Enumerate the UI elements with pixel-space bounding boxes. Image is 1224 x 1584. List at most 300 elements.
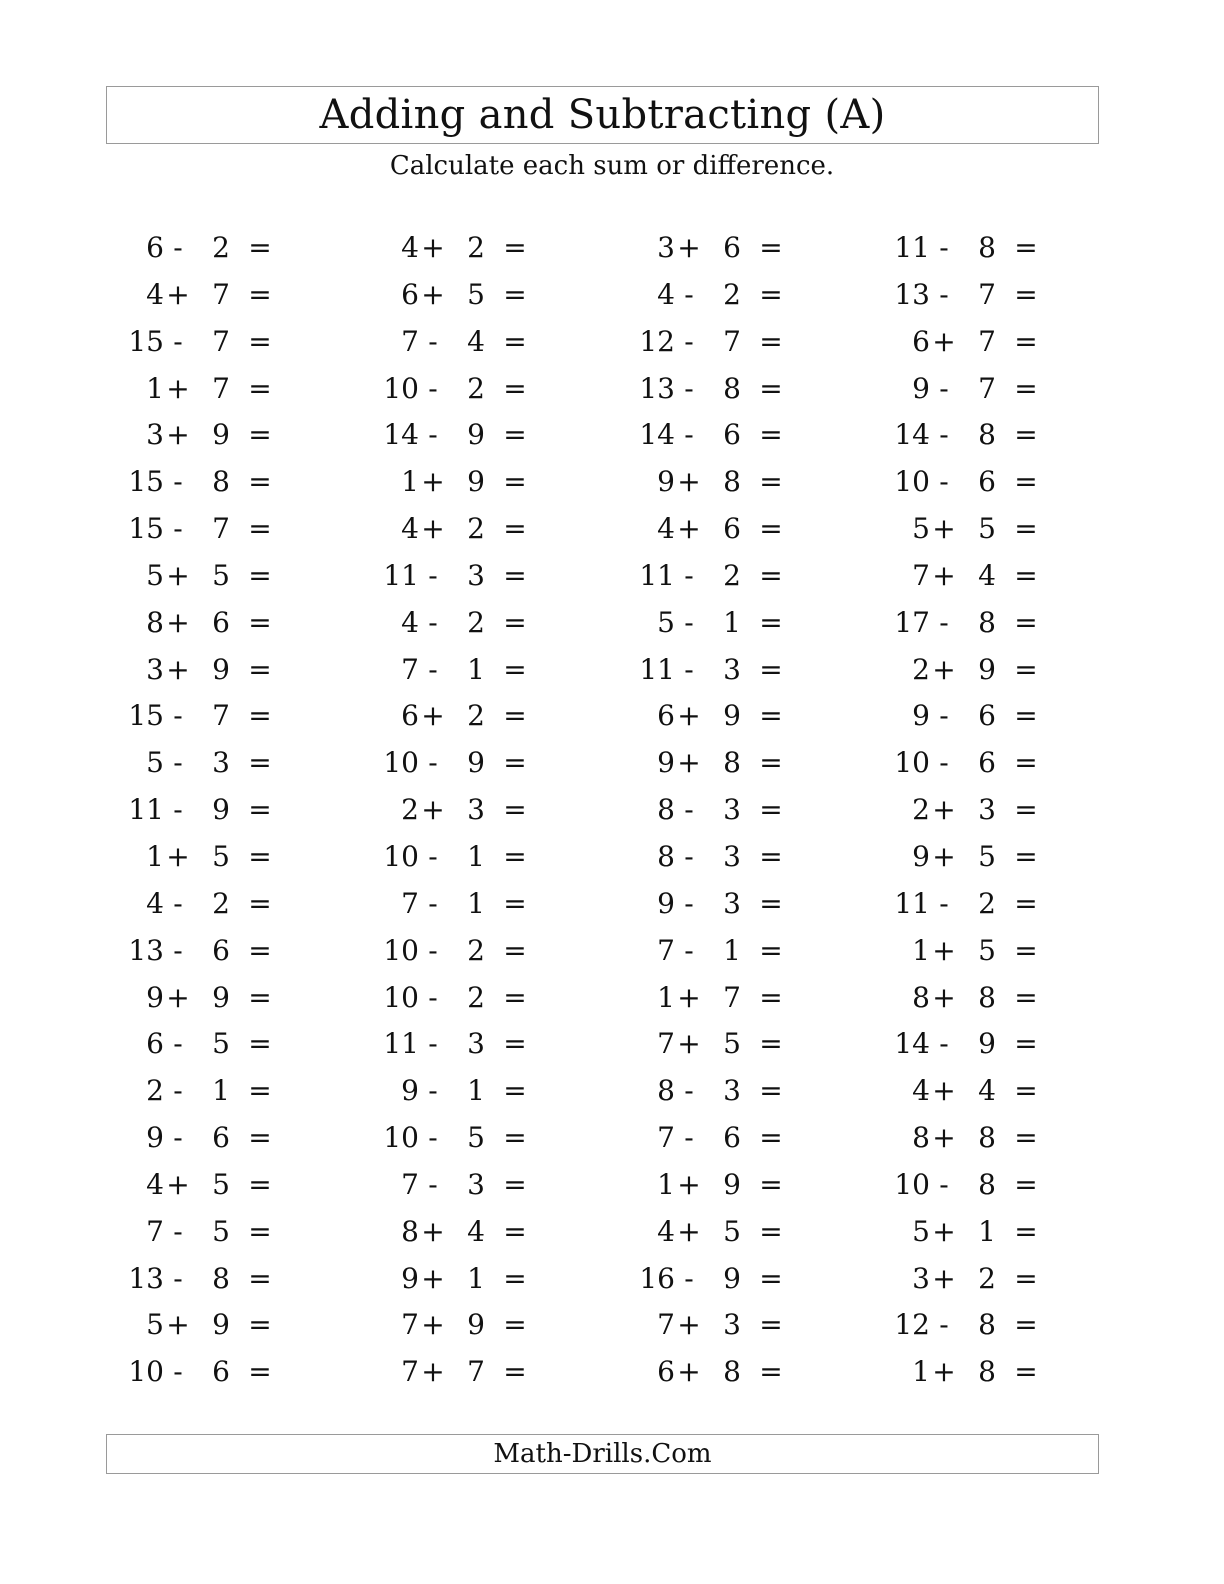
second-operand: 8 bbox=[978, 1355, 996, 1389]
problem-row bbox=[361, 881, 541, 928]
problem-row bbox=[617, 693, 797, 740]
operator: - bbox=[173, 1214, 183, 1248]
equals-sign: = bbox=[503, 699, 527, 733]
operator: + bbox=[677, 1214, 701, 1248]
first-operand: 9 bbox=[657, 746, 675, 780]
equals-sign: = bbox=[1014, 1261, 1038, 1295]
operator: + bbox=[932, 933, 956, 967]
second-operand: 8 bbox=[978, 418, 996, 452]
second-operand: 7 bbox=[467, 1355, 485, 1389]
operator: + bbox=[932, 1121, 956, 1155]
operator: - bbox=[428, 1121, 438, 1155]
equals-sign: = bbox=[759, 933, 783, 967]
first-operand: 11 bbox=[639, 652, 675, 686]
first-operand: 3 bbox=[146, 652, 164, 686]
second-operand: 2 bbox=[467, 699, 485, 733]
problem-row bbox=[361, 319, 541, 366]
second-operand: 2 bbox=[723, 558, 741, 592]
operator: + bbox=[421, 231, 445, 264]
operator: + bbox=[677, 1355, 701, 1389]
first-operand: 15 bbox=[128, 512, 164, 546]
operator: - bbox=[173, 1355, 183, 1389]
first-operand: 3 bbox=[657, 231, 675, 264]
operator: + bbox=[677, 746, 701, 780]
operator: + bbox=[677, 1308, 701, 1342]
problem-row bbox=[106, 506, 286, 553]
first-operand: 9 bbox=[912, 839, 930, 873]
first-operand: 1 bbox=[912, 933, 930, 967]
equals-sign: = bbox=[1014, 418, 1038, 452]
equals-sign: = bbox=[1014, 277, 1038, 311]
problem-row bbox=[361, 1209, 541, 1256]
first-operand: 1 bbox=[912, 1355, 930, 1389]
instructions: Calculate each sum or difference. bbox=[389, 151, 835, 181]
equals-sign: = bbox=[503, 1167, 527, 1201]
first-operand: 15 bbox=[128, 465, 164, 499]
problem-row bbox=[617, 553, 797, 600]
equals-sign: = bbox=[759, 746, 783, 780]
equals-sign: = bbox=[759, 371, 783, 405]
equals-sign: = bbox=[503, 371, 527, 405]
equals-sign: = bbox=[759, 1167, 783, 1201]
second-operand: 1 bbox=[212, 1074, 230, 1108]
second-operand: 6 bbox=[723, 1121, 741, 1155]
second-operand: 9 bbox=[212, 980, 230, 1014]
equals-sign: = bbox=[248, 512, 272, 546]
first-operand: 1 bbox=[657, 1167, 675, 1201]
first-operand: 10 bbox=[383, 980, 419, 1014]
problem-row bbox=[872, 647, 1052, 694]
operator: - bbox=[428, 886, 438, 920]
first-operand: 14 bbox=[383, 418, 419, 452]
equals-sign: = bbox=[248, 418, 272, 452]
second-operand: 3 bbox=[467, 1167, 485, 1201]
operator: - bbox=[428, 980, 438, 1014]
first-operand: 8 bbox=[657, 793, 675, 827]
operator: - bbox=[428, 324, 438, 358]
first-operand: 1 bbox=[146, 371, 164, 405]
operator: - bbox=[173, 793, 183, 827]
first-operand: 8 bbox=[401, 1214, 419, 1248]
first-operand: 13 bbox=[128, 933, 164, 967]
equals-sign: = bbox=[759, 324, 783, 358]
second-operand: 2 bbox=[978, 886, 996, 920]
first-operand: 2 bbox=[912, 652, 930, 686]
equals-sign: = bbox=[248, 277, 272, 311]
equals-sign: = bbox=[503, 1308, 527, 1342]
second-operand: 1 bbox=[978, 1214, 996, 1248]
equals-sign: = bbox=[759, 1214, 783, 1248]
problem-row bbox=[361, 1302, 541, 1349]
second-operand: 3 bbox=[978, 793, 996, 827]
first-operand: 15 bbox=[128, 324, 164, 358]
equals-sign: = bbox=[1014, 1355, 1038, 1389]
second-operand: 8 bbox=[978, 1308, 996, 1342]
problem-row bbox=[872, 1349, 1052, 1396]
operator: - bbox=[684, 933, 694, 967]
equals-sign: = bbox=[1014, 605, 1038, 639]
problem-row bbox=[872, 975, 1052, 1022]
problem-row bbox=[872, 600, 1052, 647]
operator: + bbox=[677, 231, 701, 264]
first-operand: 4 bbox=[146, 1167, 164, 1201]
equals-sign: = bbox=[1014, 839, 1038, 873]
operator: - bbox=[684, 418, 694, 452]
first-operand: 7 bbox=[912, 558, 930, 592]
equals-sign: = bbox=[1014, 512, 1038, 546]
equals-sign: = bbox=[759, 1308, 783, 1342]
problem-row bbox=[617, 319, 797, 366]
problem-row bbox=[617, 647, 797, 694]
problem-row bbox=[361, 1068, 541, 1115]
problem-row bbox=[872, 1162, 1052, 1209]
operator: + bbox=[421, 699, 445, 733]
equals-sign: = bbox=[1014, 324, 1038, 358]
first-operand: 5 bbox=[912, 512, 930, 546]
second-operand: 5 bbox=[978, 933, 996, 967]
operator: + bbox=[677, 1167, 701, 1201]
first-operand: 7 bbox=[401, 1355, 419, 1389]
problem-row bbox=[106, 975, 286, 1022]
operator: - bbox=[684, 277, 694, 311]
operator: + bbox=[166, 418, 190, 452]
equals-sign: = bbox=[759, 605, 783, 639]
problem-row bbox=[872, 412, 1052, 459]
second-operand: 6 bbox=[212, 1121, 230, 1155]
equals-sign: = bbox=[759, 980, 783, 1014]
equals-sign: = bbox=[248, 558, 272, 592]
first-operand: 8 bbox=[146, 605, 164, 639]
problem-row bbox=[106, 928, 286, 975]
operator: - bbox=[428, 839, 438, 873]
problem-row bbox=[106, 693, 286, 740]
first-operand: 10 bbox=[894, 1167, 930, 1201]
second-operand: 2 bbox=[467, 371, 485, 405]
problem-row bbox=[361, 600, 541, 647]
first-operand: 4 bbox=[146, 886, 164, 920]
second-operand: 2 bbox=[723, 277, 741, 311]
second-operand: 9 bbox=[723, 1167, 741, 1201]
problem-row bbox=[617, 1302, 797, 1349]
operator: - bbox=[428, 652, 438, 686]
problem-row bbox=[106, 787, 286, 834]
first-operand: 4 bbox=[912, 1074, 930, 1108]
equals-sign: = bbox=[503, 793, 527, 827]
first-operand: 11 bbox=[383, 558, 419, 592]
equals-sign: = bbox=[1014, 1167, 1038, 1201]
problem-row bbox=[872, 459, 1052, 506]
equals-sign: = bbox=[1014, 1074, 1038, 1108]
problem-row bbox=[617, 881, 797, 928]
equals-sign: = bbox=[503, 1355, 527, 1389]
equals-sign: = bbox=[248, 1121, 272, 1155]
equals-sign: = bbox=[248, 652, 272, 686]
problem-row bbox=[872, 693, 1052, 740]
operator: - bbox=[173, 512, 183, 546]
operator: - bbox=[173, 1027, 183, 1061]
operator: + bbox=[421, 1308, 445, 1342]
equals-sign: = bbox=[1014, 1027, 1038, 1061]
first-operand: 10 bbox=[383, 1121, 419, 1155]
problem-row bbox=[872, 1115, 1052, 1162]
first-operand: 4 bbox=[657, 277, 675, 311]
problem-row bbox=[872, 553, 1052, 600]
problem-row bbox=[872, 1256, 1052, 1303]
problem-grid bbox=[106, 225, 1099, 1397]
first-operand: 7 bbox=[401, 1308, 419, 1342]
problem-row bbox=[872, 787, 1052, 834]
problem-row bbox=[106, 600, 286, 647]
first-operand: 11 bbox=[128, 793, 164, 827]
second-operand: 6 bbox=[212, 933, 230, 967]
first-operand: 5 bbox=[146, 746, 164, 780]
first-operand: 7 bbox=[657, 933, 675, 967]
equals-sign: = bbox=[503, 1074, 527, 1108]
problem-row bbox=[617, 506, 797, 553]
equals-sign: = bbox=[248, 1027, 272, 1061]
first-operand: 16 bbox=[639, 1261, 675, 1295]
operator: - bbox=[939, 1167, 949, 1201]
first-operand: 9 bbox=[657, 886, 675, 920]
operator: - bbox=[684, 1261, 694, 1295]
equals-sign: = bbox=[759, 1261, 783, 1295]
operator: - bbox=[173, 699, 183, 733]
first-operand: 2 bbox=[401, 793, 419, 827]
second-operand: 6 bbox=[723, 418, 741, 452]
operator: - bbox=[684, 793, 694, 827]
problem-row bbox=[361, 412, 541, 459]
problem-row bbox=[106, 225, 286, 272]
problem-row bbox=[106, 272, 286, 319]
problem-row bbox=[617, 366, 797, 413]
first-operand: 6 bbox=[146, 231, 164, 264]
first-operand: 4 bbox=[657, 512, 675, 546]
equals-sign: = bbox=[503, 605, 527, 639]
second-operand: 9 bbox=[723, 1261, 741, 1295]
equals-sign: = bbox=[759, 793, 783, 827]
operator: + bbox=[166, 980, 190, 1014]
equals-sign: = bbox=[248, 1261, 272, 1295]
problem-row bbox=[617, 1162, 797, 1209]
equals-sign: = bbox=[759, 1121, 783, 1155]
equals-sign: = bbox=[503, 418, 527, 452]
first-operand: 3 bbox=[912, 1261, 930, 1295]
second-operand: 9 bbox=[467, 465, 485, 499]
second-operand: 5 bbox=[212, 1214, 230, 1248]
second-operand: 1 bbox=[723, 605, 741, 639]
operator: + bbox=[932, 980, 956, 1014]
equals-sign: = bbox=[248, 1167, 272, 1201]
first-operand: 1 bbox=[657, 980, 675, 1014]
operator: - bbox=[684, 605, 694, 639]
operator: - bbox=[939, 277, 949, 311]
problem-column-2 bbox=[361, 225, 541, 1396]
second-operand: 6 bbox=[212, 605, 230, 639]
second-operand: 1 bbox=[467, 1261, 485, 1295]
operator: + bbox=[677, 512, 701, 546]
second-operand: 1 bbox=[467, 839, 485, 873]
problem-row bbox=[872, 225, 1052, 272]
operator: - bbox=[173, 1121, 183, 1155]
operator: + bbox=[421, 465, 445, 499]
problem-row bbox=[361, 366, 541, 413]
operator: + bbox=[166, 1308, 190, 1342]
equals-sign: = bbox=[1014, 371, 1038, 405]
equals-sign: = bbox=[503, 886, 527, 920]
problem-row bbox=[617, 600, 797, 647]
operator: - bbox=[173, 465, 183, 499]
first-operand: 6 bbox=[401, 277, 419, 311]
first-operand: 13 bbox=[894, 277, 930, 311]
first-operand: 14 bbox=[639, 418, 675, 452]
problem-row bbox=[872, 272, 1052, 319]
second-operand: 5 bbox=[978, 839, 996, 873]
equals-sign: = bbox=[503, 512, 527, 546]
equals-sign: = bbox=[759, 652, 783, 686]
problem-row bbox=[617, 1209, 797, 1256]
operator: + bbox=[932, 1355, 956, 1389]
problem-row bbox=[617, 787, 797, 834]
second-operand: 8 bbox=[978, 1167, 996, 1201]
second-operand: 5 bbox=[978, 512, 996, 546]
problem-row bbox=[106, 1209, 286, 1256]
second-operand: 5 bbox=[212, 1027, 230, 1061]
problem-row bbox=[872, 1068, 1052, 1115]
equals-sign: = bbox=[248, 793, 272, 827]
second-operand: 7 bbox=[212, 512, 230, 546]
first-operand: 8 bbox=[657, 1074, 675, 1108]
first-operand: 4 bbox=[657, 1214, 675, 1248]
first-operand: 6 bbox=[401, 699, 419, 733]
second-operand: 7 bbox=[212, 324, 230, 358]
equals-sign: = bbox=[248, 231, 272, 264]
problem-row bbox=[106, 1162, 286, 1209]
operator: + bbox=[932, 512, 956, 546]
second-operand: 8 bbox=[723, 746, 741, 780]
first-operand: 4 bbox=[401, 605, 419, 639]
operator: - bbox=[939, 1308, 949, 1342]
equals-sign: = bbox=[1014, 933, 1038, 967]
problem-row bbox=[361, 740, 541, 787]
second-operand: 7 bbox=[978, 277, 996, 311]
operator: - bbox=[428, 1027, 438, 1061]
first-operand: 14 bbox=[894, 418, 930, 452]
operator: + bbox=[932, 793, 956, 827]
problem-row bbox=[361, 693, 541, 740]
operator: + bbox=[677, 465, 701, 499]
equals-sign: = bbox=[503, 465, 527, 499]
second-operand: 3 bbox=[723, 1308, 741, 1342]
equals-sign: = bbox=[1014, 793, 1038, 827]
second-operand: 3 bbox=[723, 1074, 741, 1108]
operator: - bbox=[428, 605, 438, 639]
equals-sign: = bbox=[503, 277, 527, 311]
second-operand: 4 bbox=[467, 1214, 485, 1248]
problem-column-4 bbox=[872, 225, 1052, 1396]
operator: + bbox=[421, 1214, 445, 1248]
second-operand: 9 bbox=[212, 652, 230, 686]
first-operand: 7 bbox=[657, 1121, 675, 1155]
operator: + bbox=[932, 558, 956, 592]
operator: + bbox=[677, 1027, 701, 1061]
equals-sign: = bbox=[248, 699, 272, 733]
operator: - bbox=[428, 558, 438, 592]
equals-sign: = bbox=[1014, 1214, 1038, 1248]
second-operand: 7 bbox=[978, 371, 996, 405]
operator: - bbox=[939, 699, 949, 733]
equals-sign: = bbox=[1014, 558, 1038, 592]
first-operand: 9 bbox=[146, 980, 164, 1014]
first-operand: 17 bbox=[894, 605, 930, 639]
second-operand: 3 bbox=[723, 793, 741, 827]
problem-row bbox=[872, 1021, 1052, 1068]
equals-sign: = bbox=[248, 886, 272, 920]
operator: + bbox=[932, 1074, 956, 1108]
first-operand: 10 bbox=[894, 465, 930, 499]
first-operand: 7 bbox=[401, 652, 419, 686]
operator: + bbox=[166, 1167, 190, 1201]
second-operand: 6 bbox=[723, 231, 741, 264]
second-operand: 5 bbox=[723, 1027, 741, 1061]
equals-sign: = bbox=[1014, 652, 1038, 686]
problem-row bbox=[872, 1302, 1052, 1349]
first-operand: 9 bbox=[146, 1121, 164, 1155]
first-operand: 7 bbox=[657, 1027, 675, 1061]
equals-sign: = bbox=[1014, 980, 1038, 1014]
second-operand: 8 bbox=[978, 980, 996, 1014]
operator: - bbox=[428, 418, 438, 452]
problem-row bbox=[361, 1021, 541, 1068]
first-operand: 10 bbox=[383, 371, 419, 405]
first-operand: 6 bbox=[657, 1355, 675, 1389]
operator: + bbox=[421, 1355, 445, 1389]
first-operand: 11 bbox=[894, 231, 930, 264]
problem-row bbox=[872, 366, 1052, 413]
operator: + bbox=[421, 1261, 445, 1295]
problem-row bbox=[872, 506, 1052, 553]
operator: - bbox=[684, 1074, 694, 1108]
operator: - bbox=[173, 1074, 183, 1108]
second-operand: 8 bbox=[212, 1261, 230, 1295]
equals-sign: = bbox=[503, 1261, 527, 1295]
operator: + bbox=[932, 1214, 956, 1248]
first-operand: 10 bbox=[383, 746, 419, 780]
operator: + bbox=[166, 371, 190, 405]
second-operand: 5 bbox=[467, 1121, 485, 1155]
problem-row bbox=[361, 506, 541, 553]
equals-sign: = bbox=[248, 839, 272, 873]
operator: - bbox=[684, 1121, 694, 1155]
second-operand: 2 bbox=[212, 231, 230, 264]
second-operand: 6 bbox=[978, 699, 996, 733]
problem-row bbox=[106, 1256, 286, 1303]
problem-row bbox=[872, 1209, 1052, 1256]
equals-sign: = bbox=[1014, 231, 1038, 264]
second-operand: 9 bbox=[212, 418, 230, 452]
problem-row bbox=[106, 1302, 286, 1349]
problem-row bbox=[106, 1115, 286, 1162]
problem-row bbox=[617, 272, 797, 319]
first-operand: 9 bbox=[912, 699, 930, 733]
second-operand: 9 bbox=[212, 793, 230, 827]
equals-sign: = bbox=[248, 465, 272, 499]
equals-sign: = bbox=[1014, 1121, 1038, 1155]
operator: - bbox=[428, 1074, 438, 1108]
problem-row bbox=[361, 928, 541, 975]
footer-site: Math-Drills.Com bbox=[493, 1439, 712, 1469]
second-operand: 9 bbox=[467, 746, 485, 780]
first-operand: 8 bbox=[657, 839, 675, 873]
